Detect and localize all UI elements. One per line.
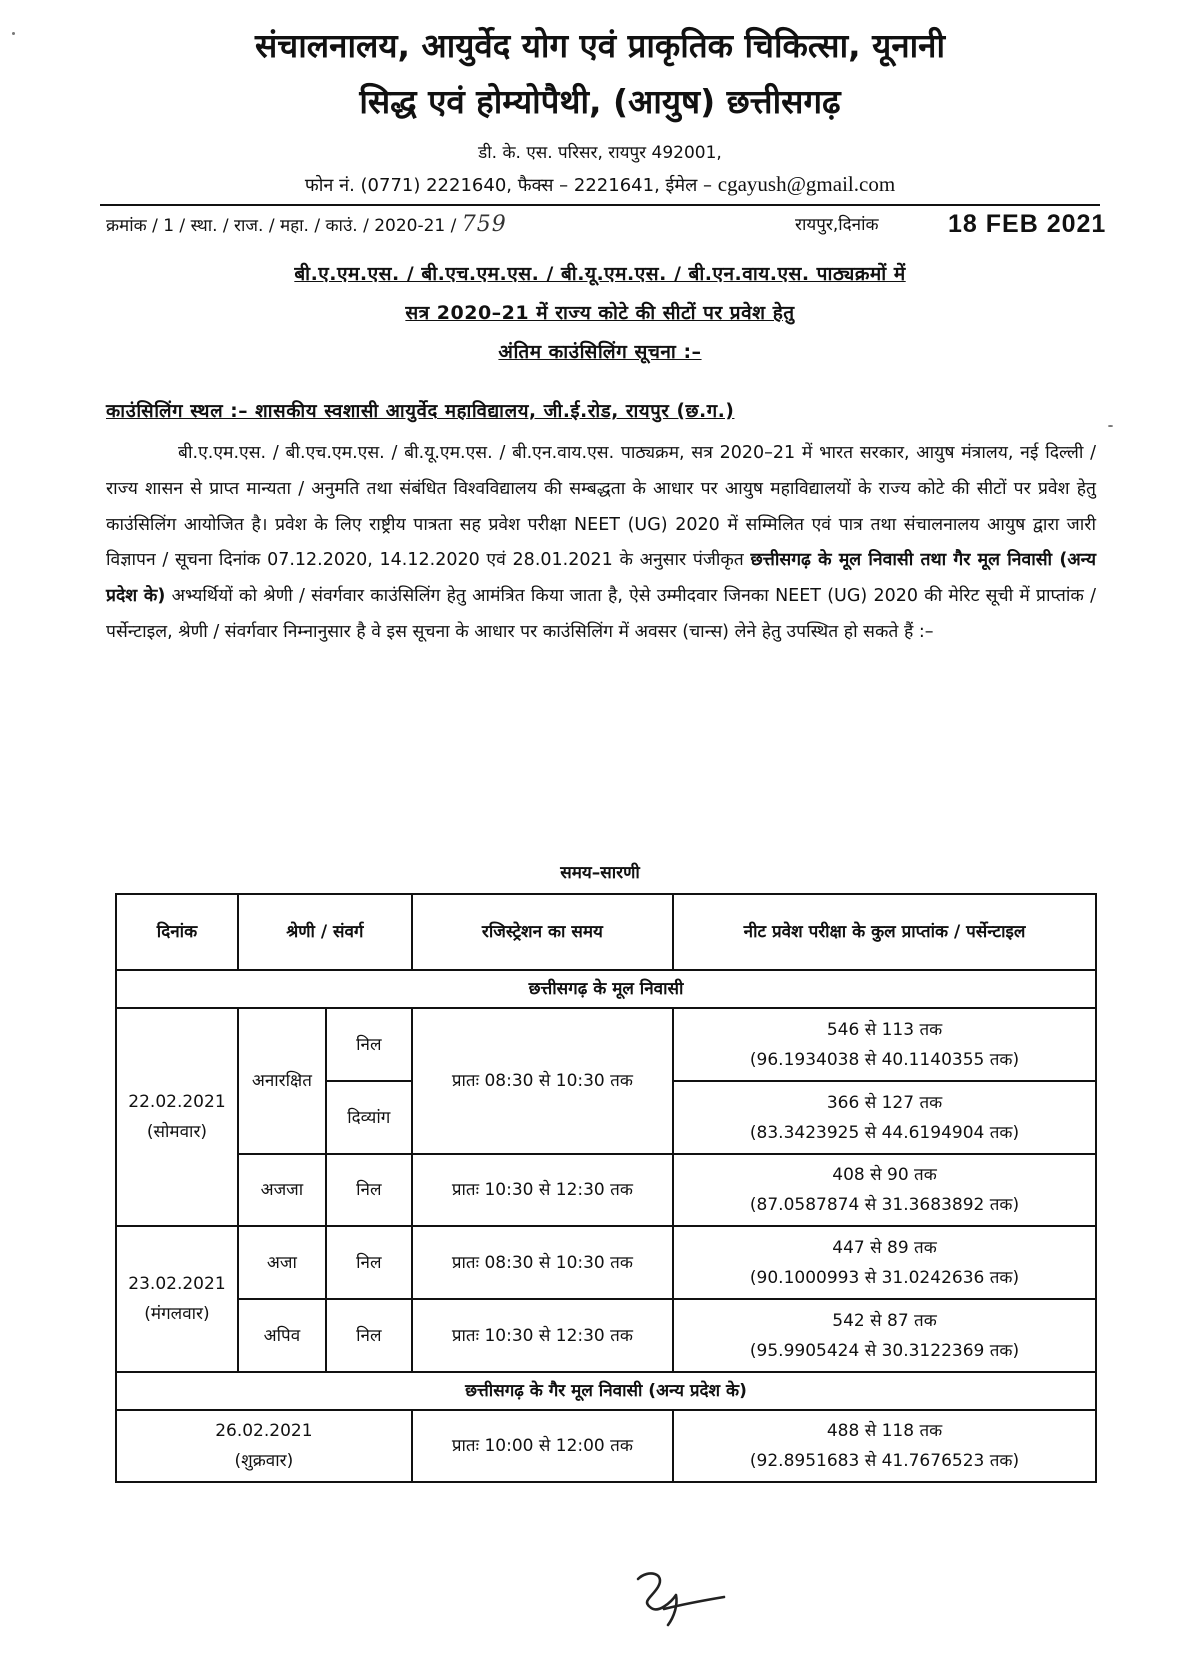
score-cell: 488 से 118 तक (92.8951683 से 41.7676523 तक): [673, 1410, 1096, 1482]
scan-speck: [12, 32, 15, 35]
subject-line3: अंतिम काउंसिलिंग सूचना :–: [498, 341, 702, 363]
section-row-native: [116, 970, 1096, 1008]
section-native-label: छत्तीसगढ़ के मूल निवासी: [116, 970, 1096, 1008]
body-text-part2: अभ्यर्थियों को श्रेणी / संवर्गवार काउंसिलिंग हेतु आमंत्रित किया जाता है, ऐसे उम्मीदवार जिनका NEET (UG) 2020 की मेरिट सूची में प्राप्तांक / पर्सेन्टाइल, श्रेणी / संवर्गवार निम्नानुसार है वे इस सूचना के आधार पर काउंसिलिंग में अवसर (चान्स) लेने हेतु उपस्थित हो सकते हैं :–: [106, 586, 1097, 642]
table-row: [116, 1226, 1096, 1299]
header-divider: [100, 204, 1100, 206]
category-cell: अजा: [238, 1226, 326, 1299]
header-time: रजिस्ट्रेशन का समय: [412, 894, 673, 970]
contact-email: cgayush@gmail.com: [717, 172, 896, 196]
date-cell: 26.02.2021 (शुक्रवार): [116, 1410, 412, 1482]
org-contact: [0, 172, 1200, 197]
subcategory-cell: निल: [326, 1299, 412, 1372]
table-row: [116, 1154, 1096, 1226]
header-date: दिनांक: [116, 894, 238, 970]
table-row: [116, 1008, 1096, 1081]
reference-text: क्रमांक / 1 / स्था. / राज. / महा. / काउं. / 2020-21 /: [106, 216, 457, 236]
time-cell: प्रातः 10:30 से 12:30 तक: [412, 1299, 673, 1372]
table-row: [116, 1299, 1096, 1372]
section-row-non-native: [116, 1372, 1096, 1410]
body-text-part1: बी.ए.एम.एस. / बी.एच.एम.एस. / बी.यू.एम.एस. / बी.एन.वाय.एस. पाठ्यक्रम, सत्र 2020–21 में भारत सरकार, आयुष मंत्रालय, नई दिल्ली / राज्य शासन से प्राप्त मान्यता / अनुमति तथा संबंधित विश्वविद्यालय की सम्बद्धता के आधार पर आयुष महाविद्यालयों के राज्य कोटे की सीटों पर प्रवेश हेतु काउंसिलिंग आयोजित है। प्रवेश के लिए राष्ट्रीय पात्रता सह प्रवेश परीक्षा NEET (UG) 2020 में सम्मिलित एवं पात्र तथा संचालनालय आयुष द्वारा जारी विज्ञापन / सूचना दिनांक 07.12.2020, 14.12.2020 एवं 28.01.2021 के अनुसार पंजीकृत: [106, 443, 1096, 571]
contact-phone-fax: फोन नं. (0771) 2221640, फैक्स – 2221641, ईमेल –: [304, 175, 718, 196]
table-header-row: [116, 894, 1096, 970]
date-cell: 22.02.2021 (सोमवार): [116, 1008, 238, 1226]
reference-number: [106, 212, 507, 237]
time-cell: प्रातः 08:30 से 10:30 तक: [412, 1008, 673, 1154]
subcategory-cell: निल: [326, 1008, 412, 1081]
score-cell: 447 से 89 तक (90.1000993 से 31.0242636 तक): [673, 1226, 1096, 1299]
section-non-native-label: छत्तीसगढ़ के गैर मूल निवासी (अन्य प्रदेश के): [116, 1372, 1096, 1410]
date-stamp: 18 FEB 2021: [948, 210, 1107, 238]
body-text-bold: छत्तीसगढ़ के मूल निवासी तथा गैर मूल निवासी (अन्य प्रदेश के): [106, 550, 1096, 607]
header-category: श्रेणी / संवर्ग: [238, 894, 412, 970]
table-row: [116, 1410, 1096, 1482]
org-address: डी. के. एस. परिसर, रायपुर 492001,: [478, 143, 722, 163]
notice-body: [106, 436, 1096, 651]
category-cell: अनारक्षित: [238, 1008, 326, 1154]
score-cell: 542 से 87 तक (95.9905424 से 30.3122369 तक): [673, 1299, 1096, 1372]
time-cell: प्रातः 08:30 से 10:30 तक: [412, 1226, 673, 1299]
header-score: नीट प्रवेश परीक्षा के कुल प्राप्तांक / पर्सेन्टाइल: [673, 894, 1096, 970]
score-cell: 408 से 90 तक (87.0587874 से 31.3683892 तक): [673, 1154, 1096, 1226]
signature-mark: [620, 1565, 740, 1635]
handwritten-number: 759: [461, 212, 507, 237]
date-cell: 23.02.2021 (मंगलवार): [116, 1226, 238, 1372]
subcategory-cell: निल: [326, 1154, 412, 1226]
time-cell: प्रातः 10:30 से 12:30 तक: [412, 1154, 673, 1226]
scan-speck: [1108, 425, 1113, 427]
score-cell: 366 से 127 तक (83.3423925 से 44.6194904 तक): [673, 1081, 1096, 1154]
schedule-table: [115, 893, 1097, 1483]
category-cell: अजजा: [238, 1154, 326, 1226]
org-title-line1: संचालनालय, आयुर्वेद योग एवं प्राकृतिक चिकित्सा, यूनानी: [254, 26, 946, 65]
schedule-caption: समय–सारणी: [560, 863, 640, 883]
time-cell: प्रातः 10:00 से 12:00 तक: [412, 1410, 673, 1482]
subcategory-cell: दिव्यांग: [326, 1081, 412, 1154]
subject-line2: सत्र 2020–21 में राज्य कोटे की सीटों पर प्रवेश हेतु: [405, 302, 795, 324]
subcategory-cell: निल: [326, 1226, 412, 1299]
score-cell: 546 से 113 तक (96.1934038 से 40.1140355 तक): [673, 1008, 1096, 1081]
subject-line1: बी.ए.एम.एस. / बी.एच.एम.एस. / बी.यू.एम.एस. / बी.एन.वाय.एस. पाठ्यक्रमों में: [294, 263, 906, 285]
org-title-line2: सिद्ध एवं होम्योपैथी, (आयुष) छत्तीसगढ़: [359, 82, 841, 121]
category-cell: अपिव: [238, 1299, 326, 1372]
counselling-venue: काउंसिलिंग स्थल :– शासकीय स्वशासी आयुर्वेद महाविद्यालय, जी.ई.रोड, रायपुर (छ.ग.): [106, 401, 735, 422]
place-date-label: रायपुर,दिनांक: [795, 215, 879, 235]
